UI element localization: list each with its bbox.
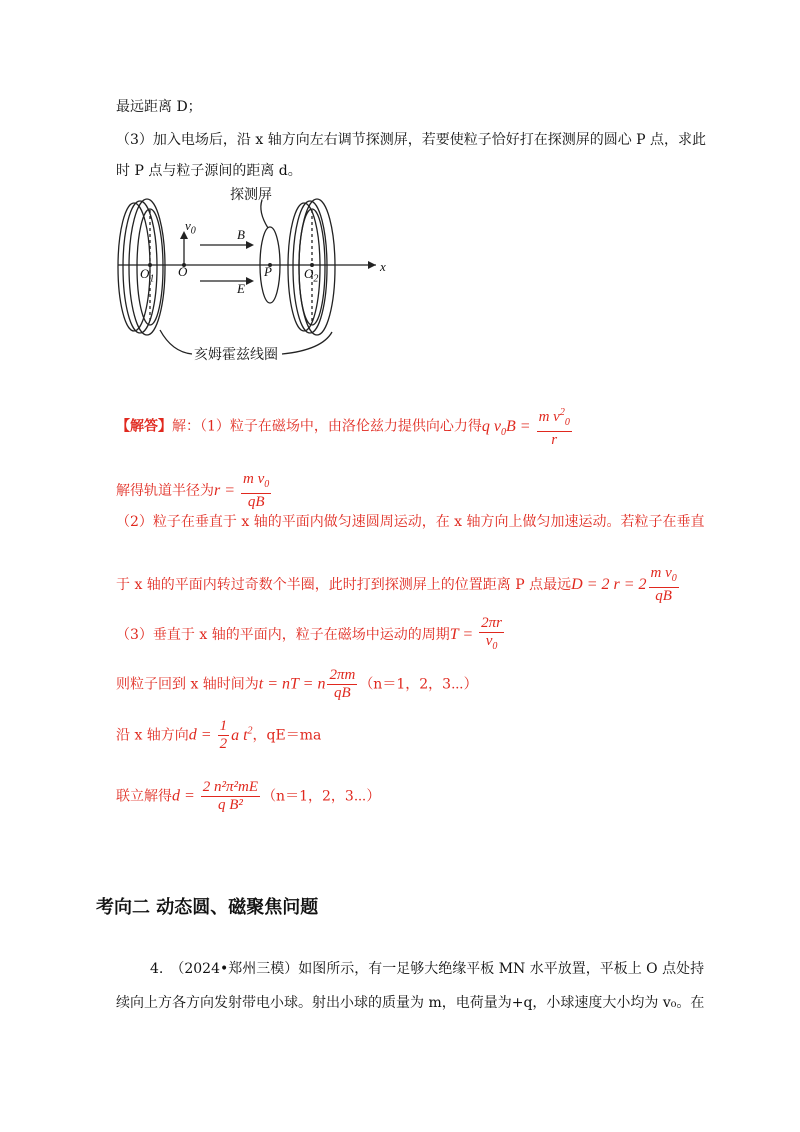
- v0-label: $v_0$: [185, 218, 196, 237]
- answer-line-2: 解得轨道半径为r = $\frac{m v_0}{qB}$: [116, 471, 270, 510]
- o2-label: $O_2$: [304, 266, 319, 285]
- answer-line-7: 沿 x 轴方向d = $\frac{1}{2}$ a $t^2$，qE＝ma: [116, 718, 322, 752]
- o-label: O: [178, 264, 188, 279]
- helmholtz-coil-figure: [112, 182, 402, 368]
- text-line: （3）加入电场后，沿 x 轴方向左右调节探测屏，若要使粒子恰好打在探测屏的圆心 P 点，求此: [116, 132, 707, 148]
- fraction: $\frac{1}{2}$: [219, 718, 228, 752]
- x-axis-label: x: [380, 259, 386, 274]
- o1-label: $O_1$: [140, 266, 155, 285]
- fraction: $\frac{\text{2 n²π²mE}}{\text{q B²}}$: [202, 779, 259, 813]
- answer-line-1: 【解答】解：（1）粒子在磁场中，由洛伦兹力提供向心力得q $v_0B$ = $\frac{m v^2_0}{r}$: [116, 404, 574, 449]
- e-label: E: [237, 281, 245, 296]
- fraction: $\frac{m v_0}{qB}$: [243, 471, 270, 510]
- answer-line-4: 于 x 轴的平面内转过奇数个半圈，此时打到探测屏上的位置距离 P 点最远D = 2 r = 2 $\frac{m v_0}{qB}$: [116, 565, 677, 604]
- answer-line-8: 联立解得d = $\frac{\text{2 n²π²mE}}{\text{q B²}}$ （n＝1，2，3⋯）: [116, 779, 381, 813]
- problem-paragraph: 4. （2024•郑州三模）如图所示，有一足够大绝缘平板 MN 水平放置，平板上 O 点处持续向上方各方向发射带电小球。射出小球的质量为 m，电荷量为+q，小球速度大小均为 v₀。在: [116, 961, 705, 1011]
- coil-label: 亥姆霍兹线圈: [194, 347, 278, 363]
- screen-label: 探测屏: [230, 187, 272, 203]
- fraction: $\frac{2\pi m}{qB}$: [329, 667, 356, 701]
- fraction: $\frac{2\pi r}{v_0}$: [481, 615, 502, 652]
- section-heading: 考向二 动态圆、磁聚焦问题: [96, 897, 319, 918]
- answer-line-6: 则粒子回到 x 轴时间为t = nT = n $\frac{2\pi m}{qB}$ （n＝1，2，3⋯）: [116, 667, 478, 701]
- equation: q $v_0B$ =: [481, 417, 535, 438]
- p-label: P: [264, 264, 272, 279]
- b-label: B: [237, 227, 245, 242]
- figure-drawing: [112, 182, 402, 364]
- text-line: 时 P 点与粒子源间的距离 d。: [116, 163, 302, 179]
- answer-line-5: （3）垂直于 x 轴的平面内，粒子在磁场中运动的周期T = $\frac{2\pi r}{v_0}$: [116, 615, 506, 655]
- fraction: $\frac{m v^2_0}{r}$: [537, 404, 572, 449]
- fraction: $\frac{m v_0}{qB}$: [650, 565, 677, 604]
- answer-line-3: （2）粒子在垂直于 x 轴的平面内做匀速圆周运动，在 x 轴方向上做匀加速运动。若粒子在垂直: [116, 514, 705, 530]
- text-line: 最远距离 D；: [116, 99, 202, 115]
- answer-tag: 【解答】: [116, 418, 172, 435]
